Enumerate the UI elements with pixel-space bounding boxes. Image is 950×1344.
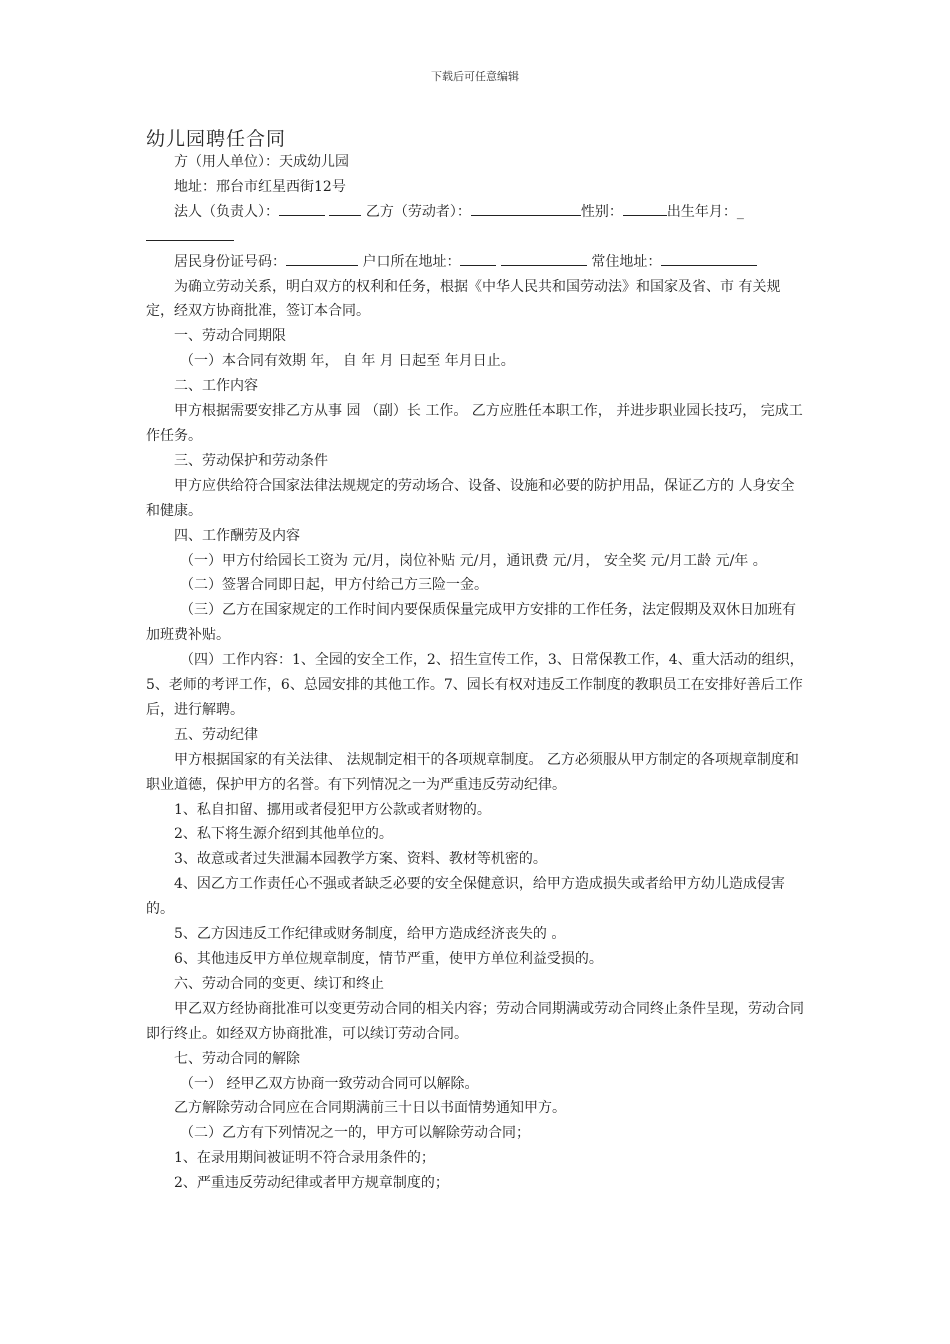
id-number-label: 居民身份证号码： — [174, 253, 286, 270]
termination-item-2: 2、严重违反劳动纪律或者甲方规章制度的； — [174, 1175, 449, 1192]
hukou-label: 户口所在地址： — [362, 253, 461, 270]
protection-paragraph: 甲方应供给符合国家法律法规规定的劳动场合、设备、设施和必要的防护用品，保证乙方的 人身安全和健康。 — [146, 477, 795, 519]
discipline-item-1: 1、私自扣留、挪用或者侵犯甲方公款或者财物的。 — [174, 801, 491, 818]
hukou-blank-2 — [501, 250, 587, 266]
section-heading-work-content: 二、工作内容 — [174, 378, 258, 395]
pay-clause-1: （一）甲方付给园长工资为 元/月，岗位补贴 元/月，通讯费 元/月， 安全奖 元/月工龄 元/年 。 — [180, 552, 767, 569]
discipline-item-6: 6、其他违反甲方单位规章制度，情节严重，使甲方单位利益受损的。 — [174, 951, 603, 967]
document-body — [146, 150, 806, 1196]
pay-clause-4: （四）工作内容：1、全园的安全工作，2、招生宣传工作，3、日常保教工作，4、重大活动的组织，5、老师的考评工作，6、总园安排的其他工作。7、园长有权对违反工作制度的教职员工在安排好善后工作后，进行解聘。 — [146, 652, 804, 718]
section-heading-termination: 七、劳动合同的解除 — [174, 1050, 300, 1067]
change-paragraph: 甲乙双方经协商批准可以变更劳动合同的相关内容；劳动合同期满或劳动合同终止条件呈现，劳动合同即行终止。如经双方协商批准，可以续订劳动合同。 — [146, 1000, 804, 1042]
pay-clause-2: （二）签署合同即日起，甲方付给己方三险一金。 — [180, 577, 488, 594]
termination-item-1: 1、在录用期间被证明不符合录用条件的； — [174, 1150, 435, 1167]
party-b-blank — [471, 200, 581, 216]
residence-blank — [661, 250, 757, 266]
birth-blank — [146, 225, 234, 241]
birth-label: 出生年月： — [666, 203, 737, 220]
party-b-label: 乙方（劳动者）： — [365, 203, 471, 220]
preamble-paragraph: 为确立劳动关系，明白双方的权利和任务，根据《中华人民共和国劳动法》和国家及省、市 有关规定，经双方协商批准，签订本合同。 — [146, 278, 781, 320]
address-line: 地址：邢台市红星西街12号 — [174, 178, 346, 195]
legal-info-line — [146, 200, 806, 225]
section-heading-pay: 四、工作酬劳及内容 — [174, 527, 300, 544]
discipline-item-3: 3、故意或者过失泄漏本园教学方案、资料、教材等机密的。 — [174, 851, 547, 868]
discipline-item-5: 5、乙方因违反工作纪律或财务制度，给甲方造成经济丧失的 。 — [174, 926, 566, 943]
work-content-paragraph: 甲方根据需要安排乙方从事 园 （副）长 工作。 乙方应胜任本职工作， 并进步职业园长技巧， 完成工作任务。 — [146, 403, 803, 444]
section-heading-term: 一、劳动合同期限 — [174, 328, 286, 345]
birth-blank-continuation — [146, 225, 806, 250]
legal-person-blank-2 — [329, 200, 361, 216]
discipline-item-4: 4、因乙方工作责任心不强或者缺乏必要的安全保健意识，给甲方造成损失或者给甲方幼儿造成侵害的。 — [146, 876, 785, 918]
section-heading-protection: 三、劳动保护和劳动条件 — [174, 452, 328, 469]
section-heading-change: 六、劳动合同的变更、续订和终止 — [174, 975, 384, 992]
gender-blank — [623, 200, 667, 216]
termination-clause-2: （二）乙方有下列情况之一的，甲方可以解除劳动合同； — [180, 1125, 530, 1142]
legal-person-blank — [279, 200, 325, 216]
header-note: 下载后可任意编辑 — [431, 70, 519, 83]
document-title: 幼儿园聘任合同 — [146, 128, 287, 150]
discipline-item-2: 2、私下将生源介绍到其他单位的。 — [174, 826, 393, 843]
id-number-blank — [286, 250, 358, 266]
section-heading-discipline: 五、劳动纪律 — [174, 726, 258, 743]
discipline-paragraph: 甲方根据国家的有关法律、 法规制定相干的各项规章制度。 乙方必须服从甲方制定的各项规章制度和职业道德，保护甲方的名誉。有下列情况之一为严重违反劳动纪律。 — [146, 751, 799, 793]
pay-clause-3: （三）乙方在国家规定的工作时间内要保质保量完成甲方安排的工作任务，法定假期及双休日加班有加班费补贴。 — [146, 602, 796, 644]
hukou-blank — [460, 250, 496, 266]
id-info-line — [146, 250, 806, 275]
termination-clause-1: （一） 经甲乙双方协商一致劳动合同可以解除。 — [180, 1075, 479, 1092]
birth-blank-start: _ — [736, 203, 744, 220]
term-clause: （一）本合同有效期 年， 自 年 月 日起至 年月日止。 — [180, 353, 515, 370]
termination-notice: 乙方解除劳动合同应在合同期满前三十日以书面情势通知甲方。 — [174, 1100, 566, 1117]
residence-label: 常住地址： — [591, 253, 662, 270]
party-a-line: 方（用人单位）：天成幼儿园 — [174, 154, 349, 170]
gender-label: 性别： — [580, 203, 623, 220]
legal-person-label: 法人（负责人）： — [174, 203, 279, 220]
